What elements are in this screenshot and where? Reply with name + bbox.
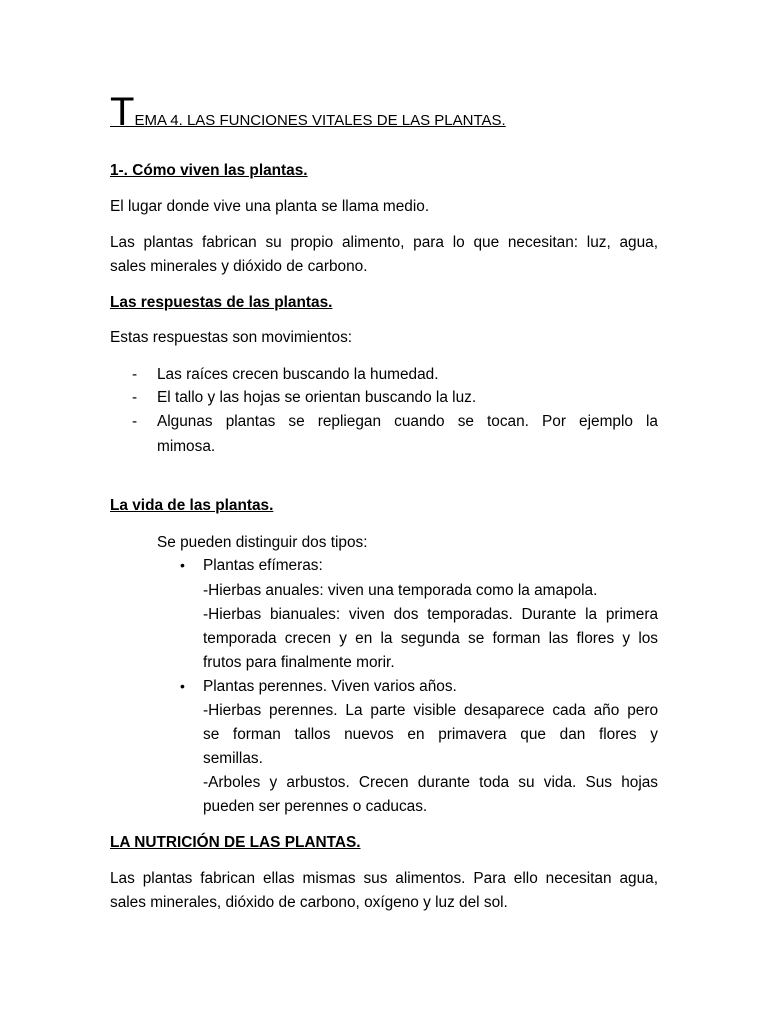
paragraph-alimento-line-1: Las plantas fabrican su propio alimento, para lo que necesitan: luz, agua, [110, 234, 658, 251]
bullet-line: se forman tallos nuevos en primavera que dan flores y [203, 726, 658, 743]
dash-marker: - [132, 366, 138, 383]
paragraph-nutricion-line-1: Las plantas fabrican ellas mismas sus alimentos. Para ello necesitan agua, [110, 870, 658, 887]
dash-marker: - [132, 413, 138, 430]
paragraph-dos-tipos: Se pueden distinguir dos tipos: [157, 534, 368, 551]
bullet-line: temporada crecen y en la segunda se forman las flores y los [203, 630, 658, 647]
paragraph-alimento-line-2: sales minerales y dióxido de carbono. [110, 258, 368, 275]
paragraph-medio: El lugar donde vive una planta se llama medio. [110, 198, 430, 215]
paragraph-movimientos: Estas respuestas son movimientos: [110, 329, 353, 346]
bullet-line: -Arboles y arbustos. Crecen durante toda su vida. Sus hojas [203, 774, 658, 791]
list-item-text-continued: mimosa. [157, 438, 216, 455]
dash-marker: - [132, 389, 138, 406]
title-initial: T [110, 90, 135, 134]
title-text: EMA 4. LAS FUNCIONES VITALES DE LAS PLANTAS. [134, 112, 506, 129]
list-item-text: Las raíces crecen buscando la humedad. [157, 366, 439, 383]
bullet-label: Plantas perennes. Viven varios años. [203, 678, 457, 695]
bullet-line: -Hierbas anuales: viven una temporada como la amapola. [203, 582, 598, 599]
bullet-icon: • [180, 678, 185, 694]
page-title [110, 92, 506, 132]
paragraph-nutricion-line-2: sales minerales, dióxido de carbono, oxígeno y luz del sol. [110, 894, 508, 911]
bullet-line: -Hierbas perennes. La parte visible desaparece cada año pero [203, 702, 658, 719]
section-heading-nutricion: LA NUTRICIÓN DE LAS PLANTAS. [110, 834, 361, 851]
bullet-line: pueden ser perennes o caducas. [203, 798, 428, 815]
bullet-line: -Hierbas bianuales: viven dos temporadas. Durante la primera [203, 606, 658, 623]
section-heading-respuestas: Las respuestas de las plantas. [110, 294, 333, 311]
section-heading-como-viven: 1-. Cómo viven las plantas. [110, 162, 308, 179]
list-item-text: El tallo y las hojas se orientan buscando la luz. [157, 389, 477, 406]
bullet-line: frutos para finalmente morir. [203, 654, 395, 671]
bullet-label: Plantas efímeras: [203, 557, 323, 574]
bullet-icon: • [180, 557, 185, 573]
bullet-line: semillas. [203, 750, 263, 767]
list-item-text: Algunas plantas se repliegan cuando se tocan. Por ejemplo la [157, 413, 658, 430]
section-heading-vida: La vida de las plantas. [110, 497, 274, 514]
